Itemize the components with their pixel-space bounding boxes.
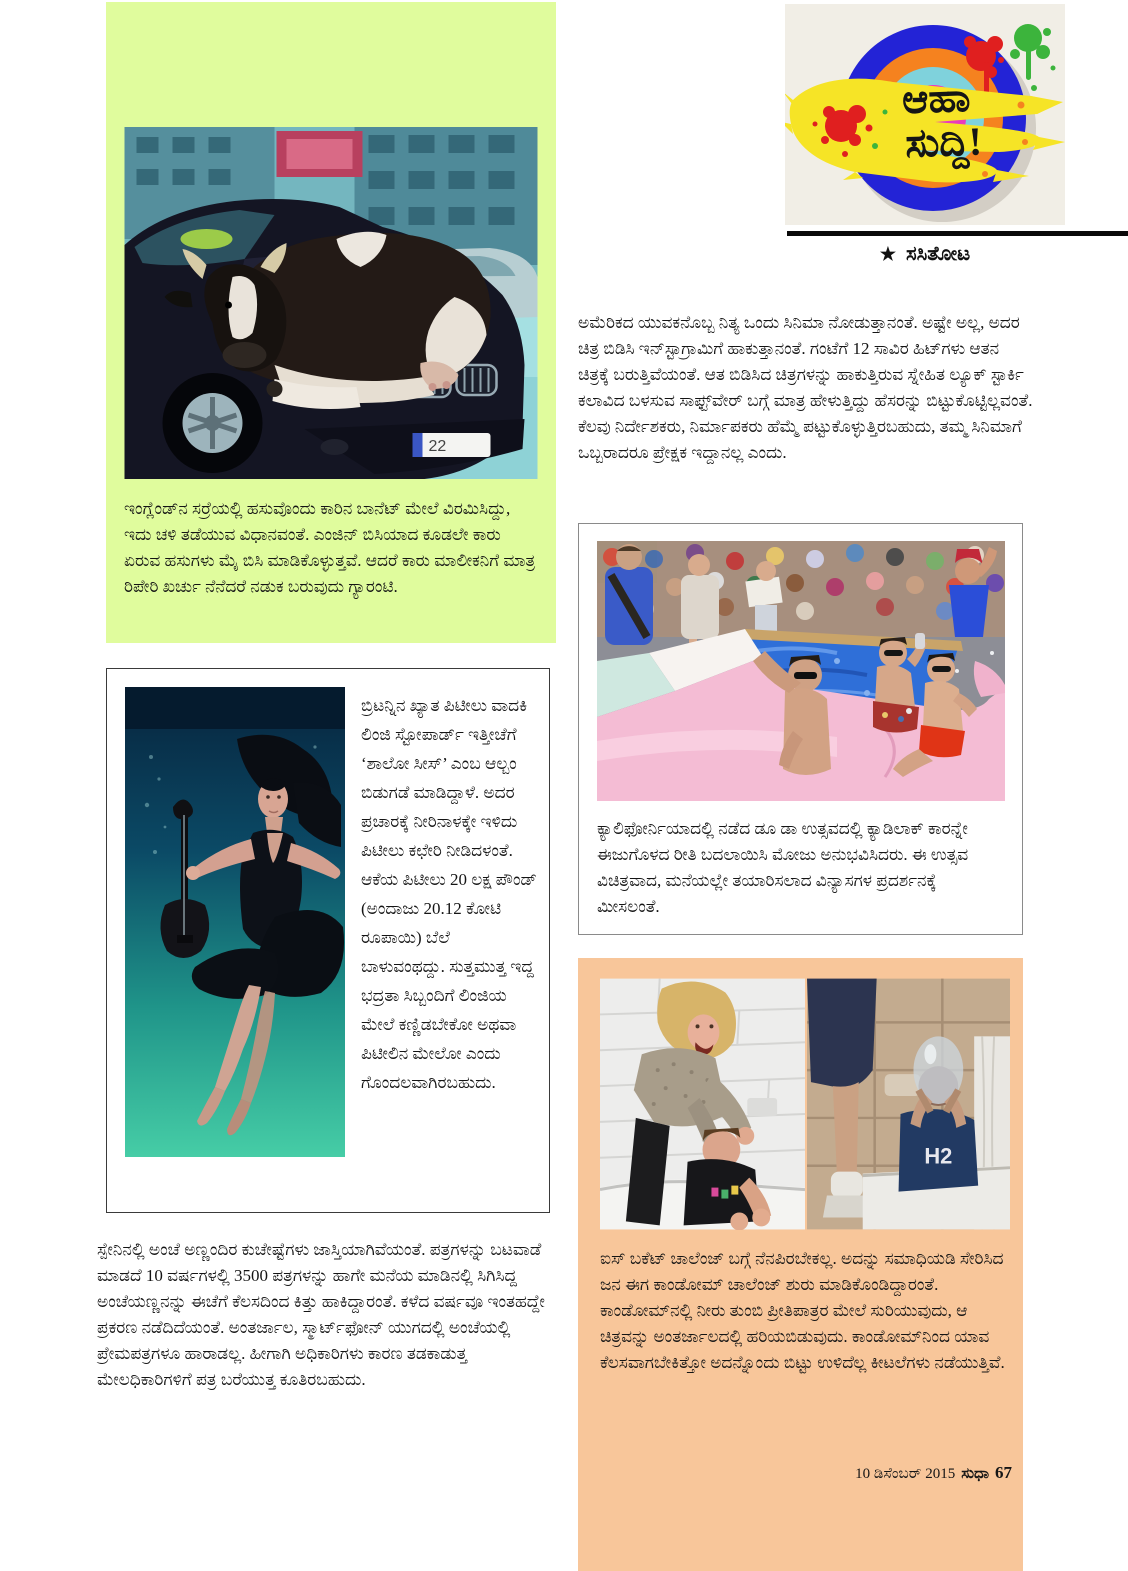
cow-caption: ಇಂಗ್ಲೆಂಡ್‌ನ ಸರ್ರೆಯಲ್ಲಿ ಹಸುವೊಂದು ಕಾರಿನ ಬಾನೆಟ್ ಮೇಲೆ ವಿರಮಿಸಿದ್ದು, ಇದು ಚಳಿ ತಡೆಯುವ ವಿಧಾನವಂತೆ. ಎಂಜಿನ್ ಬಿಸಿಯಾದ ಕೂಡಲೇ ಕಾರು ಏರುವ ಹಸುಗಳು ಮೈ ಬಿಸಿ ಮಾಡಿಕೊಳ್ಳುತ್ತವೆ. ಆದರೆ ಕಾರು ಮಾಲೀಕನಿಗೆ ಮಾತ್ರ ರಿಪೇರಿ ಖರ್ಚು ನೆನೆದರೆ ನಡುಕ ಬರುವುದು ಗ್ಯಾರಂಟಿ. — [124, 499, 536, 596]
underwater-violinist-photo — [125, 687, 345, 1157]
cow-story-card — [106, 2, 556, 643]
condom-body-text: ಐಸ್ ಬಕೆಟ್ ಚಾಲೆಂಜ್ ಬಗ್ಗೆ ನೆನಪಿರಬೇಕಲ್ಲ. ಅದನ್ನು ಸಮಾಧಿಯಡಿ ಸೇರಿಸಿದ ಜನ ಈಗ ಕಾಂಡೋಮ್ ಚಾಲೆಂಜ್ ಶುರು ಮಾಡಿಕೊಂಡಿದ್ದಾರಂತೆ. ಕಾಂಡೋಮ್‌ನಲ್ಲಿ ನೀರು ತುಂಬಿ ಪ್ರೀತಿಪಾತ್ರರ ಮೇಲೆ ಸುರಿಯುವುದು, ಆ ಚಿತ್ರವನ್ನು ಅಂತರ್ಜಾಲದಲ್ಲಿ ಹರಿಯಬಿಡುವುದು. ಕಾಂಡೋಮ್‌ನಿಂದ ಯಾವ ಕೆಲಸವಾಗಬೇಕಿತ್ತೋ ಅದನ್ನೊಂದು ಬಿಟ್ಟು ಉಳಿದೆಲ್ಲ ಕೀಟಲೆಗಳು ನಡೆಯುತ್ತಿವೆ. — [600, 1249, 1005, 1372]
page-footer — [600, 1463, 1012, 1483]
author-name: ಸಸಿತೋಟ — [905, 243, 971, 265]
cadillac-caption: ಕ್ಯಾಲಿಫೋರ್ನಿಯಾದಲ್ಲಿ ನಡೆದ ಡೂ ಡಾ ಉತ್ಸವದಲ್ಲಿ ಕ್ಯಾಡಿಲಾಕ್ ಕಾರನ್ನೇ ಈಜುಗೊಳದ ರೀತಿ ಬದಲಾಯಿಸಿ ಮೋಜು ಅನುಭವಿಸಿದರು. ಈ ಉತ್ಸವ ವಿಚಿತ್ರವಾದ, ಮನೆಯಲ್ಲೇ ತಯಾರಿಸಲಾದ ವಿನ್ಯಾಸಗಳ ಪ್ರದರ್ಶನಕ್ಕೆ ಮೀಸಲಂತೆ. — [597, 819, 969, 916]
aha-suddi-logo — [785, 4, 1065, 225]
cow-bell — [267, 381, 283, 397]
footer-date: 10 ಡಿಸೆಂಬರ್ 2015 — [855, 1466, 956, 1482]
condom-challenge-card — [578, 958, 1023, 1571]
logo-text-line1: ಆಹಾ — [901, 74, 971, 123]
condom-head-photo-right — [807, 978, 1010, 1230]
cadillac-pool-photo — [597, 541, 1005, 801]
windshield-sticker — [181, 229, 233, 249]
violinist-story-card — [106, 668, 550, 1213]
svg-text:22: 22 — [428, 438, 447, 455]
postman-body-text: ಸ್ಪೇನಿನಲ್ಲಿ ಅಂಚೆ ಅಣ್ಣಂದಿರ ಕುಚೇಷ್ಟೆಗಳು ಜಾಸ್ತಿಯಾಗಿವೆಯಂತೆ. ಪತ್ರಗಳನ್ನು ಬಟವಾಡೆ ಮಾಡದೆ 10 ವರ್ಷಗಳಲ್ಲಿ 3500 ಪತ್ರಗಳನ್ನು ಹಾಗೇ ಮನೆಯ ಮಾಡಿನಲ್ಲಿ ಸಿಗಿಸಿದ್ದ ಅಂಚೆಯಣ್ಣನನ್ನು ಈಚೆಗೆ ಕೆಲಸದಿಂದ ಕಿತ್ತು ಹಾಕಿದ್ದಾರಂತೆ. ಕಳೆದ ವರ್ಷವೂ ಇಂತಹದ್ದೇ ಪ್ರಕರಣ ನಡೆದಿದೆಯಂತೆ. ಅಂತರ್ಜಾಲ, ಸ್ಮಾರ್ಟ್‌ಫೋನ್ ಯುಗದಲ್ಲಿ ಅಂಚೆಯಲ್ಲಿ ಪ್ರೇಮಪತ್ರಗಳೂ ಹಾರಾಡಲ್ಲ. ಹೀಗಾಗಿ ಅಧಿಕಾರಿಗಳು ಕಾರಣ ತಡಕಾಡುತ್ತ ಮೇಲಧಿಕಾರಿಗಳಿಗೆ ಪತ್ರ ಬರೆಯುತ್ತ ಕೂತಿರಬಹುದು. — [97, 1240, 545, 1389]
footer-page-number: 67 — [995, 1463, 1012, 1482]
cow-on-car-photo — [124, 127, 538, 479]
license-plate — [413, 433, 491, 457]
cadillac-story-card — [578, 523, 1023, 935]
crowd — [597, 541, 1005, 637]
logo-text-line2: ಸುದ್ದಿ! — [904, 118, 983, 167]
violinist-body-text: ಬ್ರಿಟನ್ನಿನ ಖ್ಯಾತ ಪಿಟೀಲು ವಾದಕಿ ಲಿಂಜಿ ಸ್ಟೋಪಾರ್ಡ್ ಇತ್ತೀಚೆಗೆ ‘ಶಾಲೋ ಸೀಸ್’ ಎಂಬ ಆಲ್ಬಂ ಬಿಡುಗಡೆ ಮಾಡಿದ್ದಾಳೆ. ಅದರ ಪ್ರಚಾರಕ್ಕೆ ನೀರಿನಾಳಕ್ಕೇ ಇಳಿದು ಪಿಟೀಲು ಕಛೇರಿ ನೀಡಿದಳಂತೆ. ಆಕೆಯ ಪಿಟೀಲು 20 ಲಕ್ಷ ಪೌಂಡ್ (ಅಂದಾಜು 20.12 ಕೋಟಿ ರೂಪಾಯಿ) ಬೆಲೆ ಬಾಳುವಂಥದ್ದು. ಸುತ್ತಮುತ್ತ ಇದ್ದ ಭದ್ರತಾ ಸಿಬ್ಬಂದಿಗೆ ಲಿಂಜಿಯ ಮೇಲೆ ಕಣ್ಣಿಡಬೇಕೋ ಅಥವಾ ಪಿಟೀಲಿನ ಮೇಲೋ ಎಂದು ಗೊಂದಲವಾಗಿರಬಹುದು. — [361, 696, 537, 1092]
svg-text:H2: H2 — [924, 1143, 953, 1169]
masthead-rule — [787, 231, 1128, 236]
star-icon: ★ — [879, 244, 896, 264]
soap-dish — [747, 1098, 777, 1116]
footer-magazine-name: ಸುಧಾ — [961, 1466, 989, 1482]
author-byline — [785, 243, 1065, 266]
bathtub-prank-photo-left — [600, 978, 805, 1230]
bathtub-photos — [600, 978, 1010, 1230]
movie-sketcher-body-text: ಅಮೆರಿಕದ ಯುವಕನೊಬ್ಬ ನಿತ್ಯ ಒಂದು ಸಿನಿಮಾ ನೋಡುತ್ತಾನಂತೆ. ಅಷ್ಟೇ ಅಲ್ಲ, ಅದರ ಚಿತ್ರ ಬಿಡಿಸಿ ಇನ್‌ಸ್ಟಾಗ್ರಾಮಿಗೆ ಹಾಕುತ್ತಾನಂತೆ. ಗಂಟೆಗೆ 12 ಸಾವಿರ ಹಿಟ್‌ಗಳು ಆತನ ಚಿತ್ರಕ್ಕೆ ಬರುತ್ತಿವೆಯಂತೆ. ಆತ ಬಿಡಿಸಿದ ಚಿತ್ರಗಳನ್ನು ಹಾಕುತ್ತಿರುವ ಸ್ನೇಹಿತ ಲ್ಯೂಕ್ ಸ್ಟಾರ್ಕಿ ಕಲಾವಿದ ಬಳಸುವ ಸಾಫ್ಟ್‌ವೇರ್ ಬಗ್ಗೆ ಮಾತ್ರ ಹೇಳುತ್ತಿದ್ದು ಹೆಸರನ್ನು ಬಿಟ್ಟುಕೊಟ್ಟಿಲ್ಲವಂತೆ. ಕೆಲವು ನಿರ್ದೇಶಕರು, ನಿರ್ಮಾಪಕರು ಹೆಮ್ಮೆ ಪಟ್ಟುಕೊಳ್ಳುತ್ತಿರಬಹುದು, ತಮ್ಮ ಸಿನಿಮಾಗೆ ಒಬ್ಬರಾದರೂ ಪ್ರೇಕ್ಷಕ ಇದ್ದಾನಲ್ಲ ಎಂದು. — [578, 313, 1033, 462]
